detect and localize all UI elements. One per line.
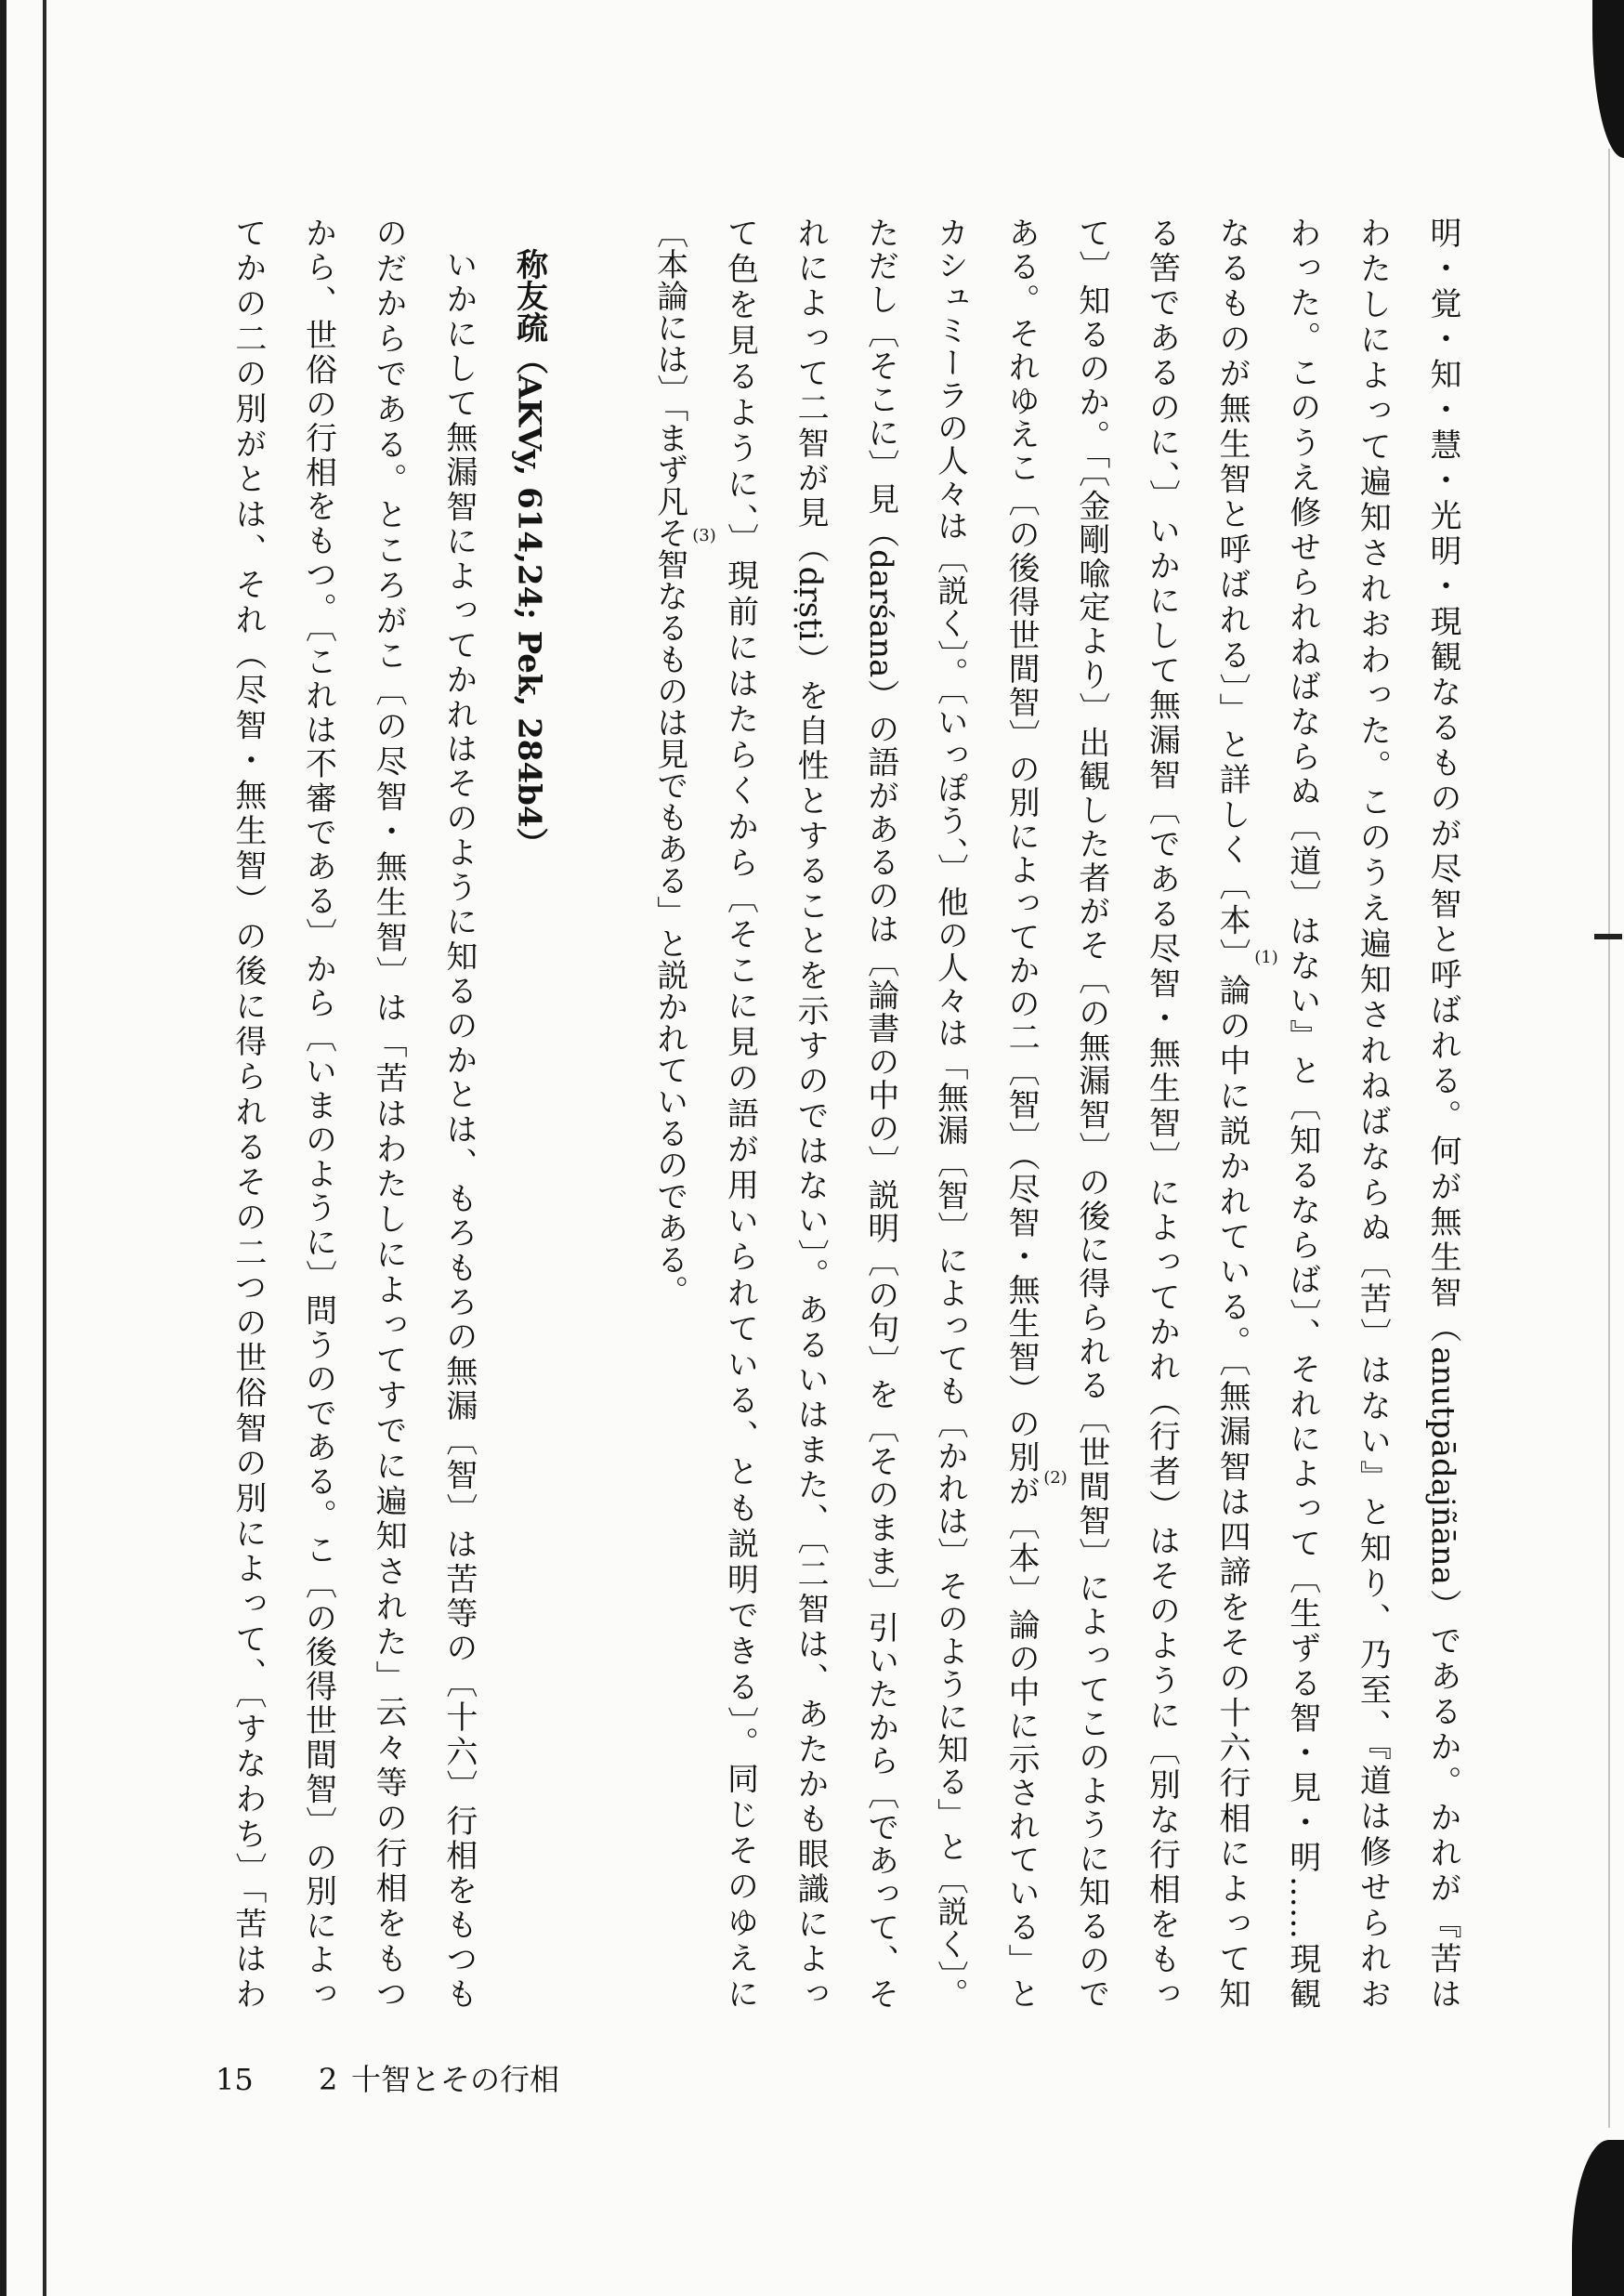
text-column: わった。このうえ修せられねばならぬ〔道〕はない』と〔知るならば〕、それによって〔生ずる智・見・明……現観 [1283, 216, 1321, 2009]
scan-corner-bottom-right [1572, 2140, 1624, 2296]
scan-right-edge [1608, 149, 1610, 2128]
heading-title: 称友疏 [510, 248, 548, 343]
text-column: る筈であるのに、〕いかにして無漏智〔である尽智・無生智〕によってかれ（行者）はそのように〔別な行相をもっ [1143, 216, 1181, 2009]
text-column: なるものが無生智と呼ばれる〕」と詳しく〔本〕論の中に説かれている。〔無漏智は四諦をその十六行相によって知 [1213, 216, 1251, 2009]
scan-left-edge [0, 0, 7, 2296]
column-gap [563, 216, 634, 2009]
page-number: 15 [216, 2062, 254, 2097]
text-column: れによって二智が見（dṛṣṭi）を自性とすることを示すのではない〕。あるいはまた、〔二智は、あたかも眼識によっ [792, 216, 830, 2009]
text-column: カシュミーラの人々は〔説く〕。〔いっぽう、〕他の人々は「無漏〔智〕によっても〔かれは〕そのように知る」と〔説く〕。 [932, 216, 969, 2009]
text-column: ある。それゆえこ〔の後得世間智〕の別によってかの二〔智〕（尽智・無生智）の別が〔本〕論の中に示されている」と [1002, 216, 1041, 2009]
commentary-column: から、世俗の行相をもつ。〔これは不審である〕から〔いまのように〕問うのである。こ〔の後得世間智〕の別によっ [299, 216, 337, 2009]
note-marker-2: (2) [1043, 1468, 1067, 1488]
chapter-title: 十智とその行相 [351, 2062, 560, 2097]
page-fold-line [43, 0, 46, 2296]
note-marker-3: (3) [692, 526, 716, 545]
text-column: て色を見るように、〕現前にはたらくから〔そこに見の語が用いられている、とも説明できる〕。同じそのゆえに [721, 216, 759, 2009]
text-column: て〕知るのか。「〔金剛喩定より〕出観した者がそ〔の無漏智〕の後に得られる〔世間智〕によってこのように知るので [1072, 216, 1110, 2009]
text-column: ただし〔そこに〕見（darśana）の語があるのは〔論書の中の〕説明〔の句〕を〔そのまま〕引いたから〔であって、そ [861, 216, 899, 2009]
text-column: 明・覚・知・慧・光明・現観なるものが尽智と呼ばれる。何が無生智（anutpādajñāna）であるか。かれが『苦は [1424, 216, 1461, 2009]
text-column-last: 〔本論には〕「まず凡そ智なるものは見でもある」と説かれているのである。 [650, 216, 688, 1306]
note-marker-1: (1) [1254, 948, 1278, 967]
chapter-number: 2 [319, 2062, 338, 2097]
commentary-column: のだからである。ところがこ〔の尽智・無生智〕は「苦はわたしによってすでに遍知された」云々等の行相をもつ [370, 216, 408, 2009]
commentary-column: てかの二の別がとは、それ（尽智・無生智）の後に得られるその二つの世俗智の別によって、〔すなわち〕「苦はわ [229, 216, 267, 2009]
heading-citation: （AKVy, 614,24; Pek, 284b4） [510, 343, 548, 859]
scan-speck [1594, 934, 1622, 939]
text-column: わたしによって遍知されおわった。このうえ遍知されねばならぬ〔苦〕はない』と知り、乃至、『道は修せられお [1354, 216, 1392, 2009]
commentary-column: いかにして無漏智によってかれはそのように知るのかとは、もろもろの無漏〔智〕は苦等の〔十六〕行相をもつも [439, 248, 478, 2009]
scan-corner-top-right [1592, 0, 1624, 158]
vertical-text-body [212, 216, 1477, 2009]
section-heading [493, 216, 564, 2009]
